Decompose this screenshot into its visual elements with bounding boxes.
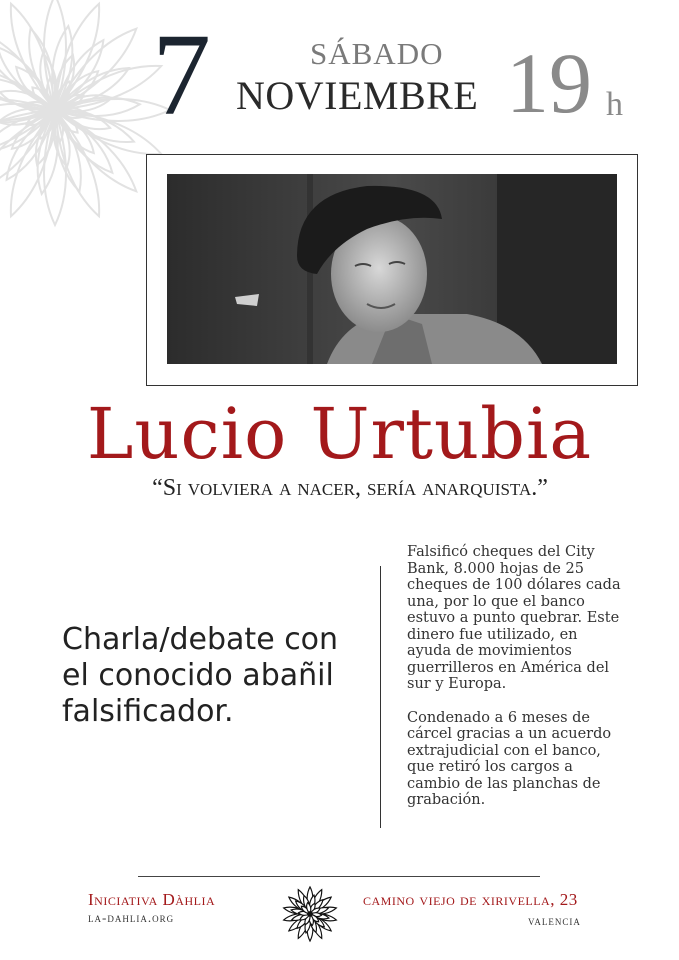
venue-address: camino viejo de xirivella, 23 (363, 890, 578, 909)
bio-paragraph: Condenado a 6 meses de cárcel gracias a un acuerdo extrajudicial con el banco, que retiró los cargos a cambio de las planchas de grabación. (407, 709, 612, 808)
organization-website: la-dahlia.org (88, 910, 175, 925)
talk-description: Charla/debate con el conocido abañil falsificador. (62, 622, 339, 729)
dahlia-logo-icon (281, 884, 339, 944)
bio-paragraph: Falsificó cheques del City Bank, 8.000 hojas de 25 cheques de 100 dólares cada una, por lo que el banco estuvo a punto quebrar. Este dinero fue utilizado, en ayuda de movimientos guerrilleros en América del sur y Europa. (407, 544, 621, 692)
speaker-photo-frame (146, 154, 638, 386)
column-divider (380, 566, 381, 828)
organization-name: Iniciativa Dàhlia (88, 890, 216, 909)
event-month: NOVIEMBRE (236, 73, 479, 118)
event-hour: 19 (506, 35, 592, 131)
speaker-quote: “Si volviera a nacer, sería anarquista.” (152, 475, 548, 501)
speaker-name: Lucio Urtubia (86, 393, 593, 475)
speaker-bio (407, 544, 622, 826)
speaker-photo (167, 174, 617, 364)
footer-divider (138, 876, 540, 877)
event-hour-unit: h (606, 86, 623, 123)
event-day: 7 (152, 9, 211, 140)
event-weekday: SÁBADO (310, 36, 444, 71)
venue-city: valencia (528, 913, 581, 928)
